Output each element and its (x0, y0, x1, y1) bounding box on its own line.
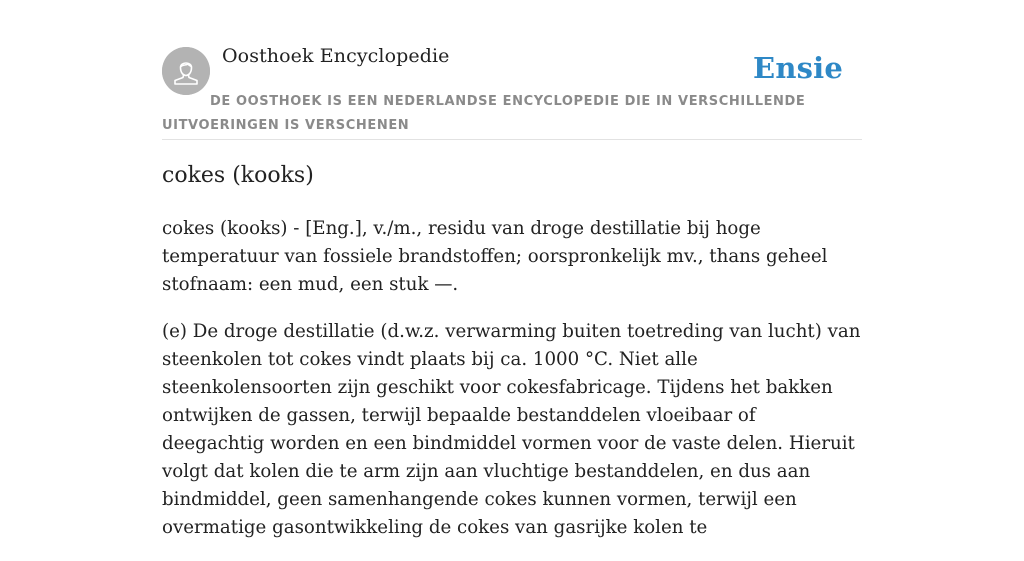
brand-logo-link[interactable]: Ensie (753, 51, 843, 85)
article-title: cokes (kooks) (162, 163, 314, 188)
article-body (162, 215, 862, 561)
article-paragraph: cokes (kooks) - [Eng.], v./m., residu van droge destillatie bij hoge temperatuur van fossiele brandstoffen; oorspronkelijk mv., thans geheel stofnaam: een mud, een stuk —. (162, 218, 828, 295)
user-avatar-icon[interactable] (162, 47, 210, 95)
site-tagline: DE OOSTHOEK IS EEN NEDERLANDSE ENCYCLOPEDIE DIE IN VERSCHILLENDE UITVOERINGEN IS VERSCHENEN (162, 94, 806, 133)
article-paragraph: (e) De droge destillatie (d.w.z. verwarming buiten toetreding van lucht) van steenkolen tot cokes vindt plaats bij ca. 1000 °C. Niet alle steenkolensoorten zijn geschikt voor cokesfabricage. Tijdens het bakken ontwijken de gassen, terwijl bepaalde bestanddelen vloeibaar of deegachtig worden en een bindmiddel vormen voor de vaste delen. Hieruit volgt dat kolen die te arm zijn aan vluchtige bestanddelen, en dus aan bindmiddel, geen samenhangende cokes kunnen vormen, terwijl een overmatige gasontwikkeling de cokes van gasrijke kolen te (162, 321, 861, 538)
site-header (162, 0, 862, 140)
site-name-link[interactable]: Oosthoek Encyclopedie (222, 45, 450, 67)
main-container (162, 0, 862, 538)
